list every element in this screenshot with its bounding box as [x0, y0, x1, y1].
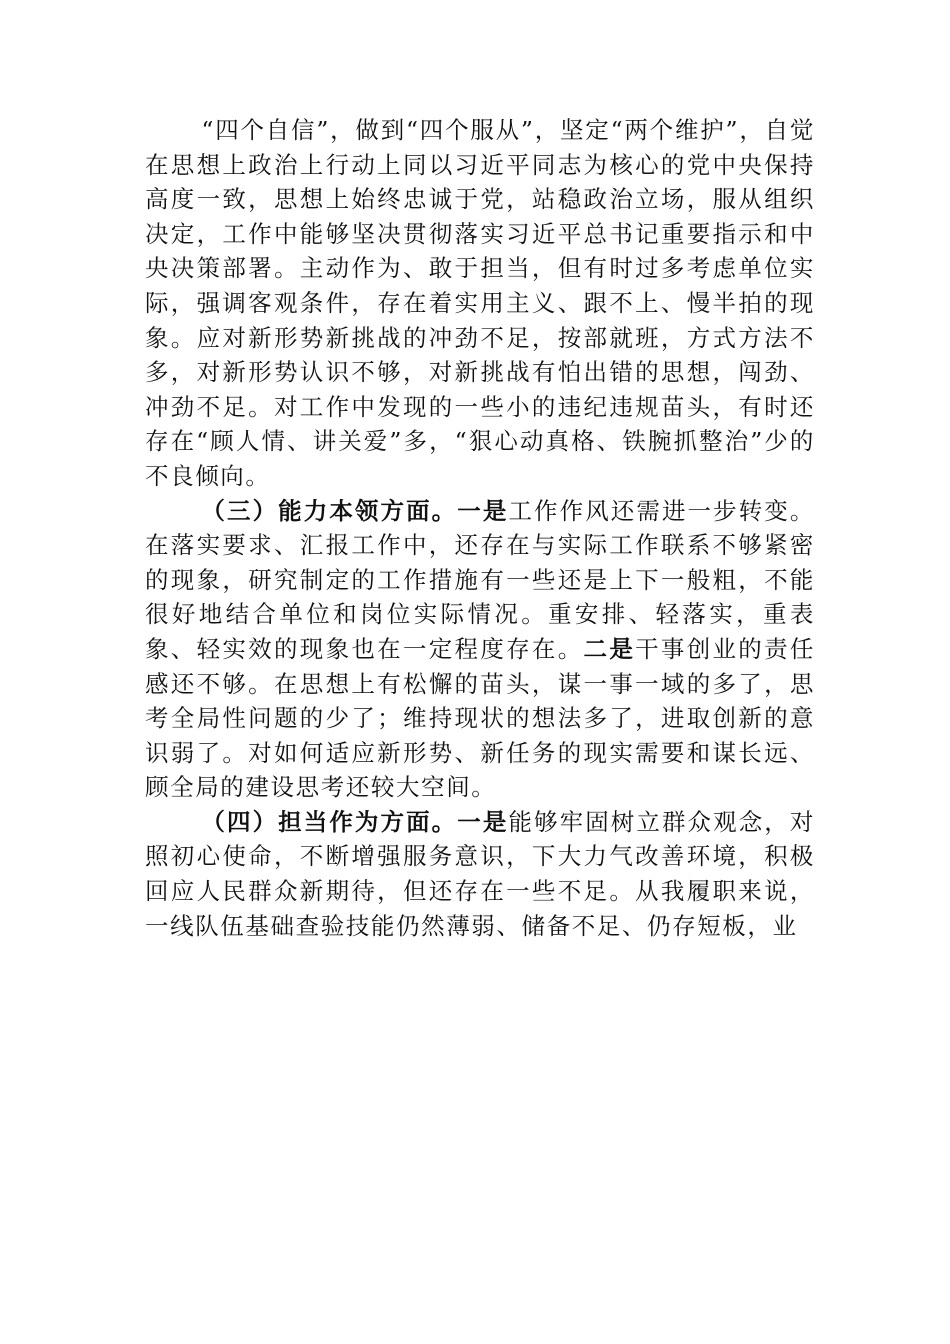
point-marker-second: 二是 [583, 634, 636, 663]
paragraph-ability-skills [145, 494, 815, 805]
paragraph-text: “四个自信”，做到“四个服从”，坚定“两个维护”，自觉在思想上政治上行动上同以习近平同志为核心的党中央保持高度一致，思想上始终忠诚于党，站稳政治立场，服从组织决定，工作中能够坚决贯彻落实习近平总书记重要指示和中央决策部署。主动作为、敢于担当，但有时过多考虑单位实际，强调客观条件，存在着实用主义、跟不上、慢半拍的现象。应对新形势新挑战的冲劲不足，按部就班，方式方法不多，对新形势认识不够，对新挑战有怕出错的思想，闯劲、冲劲不足。对工作中发现的一些小的违纪违规苗头，有时还存在“顾人情、讲关爱”多，“狠心动真格、铁腕抓整治”少的不良倾向。 [145, 116, 815, 490]
paragraph-text: 工作作风还需进一步转变。在落实要求、汇报工作中，还存在与实际工作联系不够紧密的现象，研究制定的工作措施有一些还是上下一般粗，不能很好地结合单位和岗位实际情况。重安排、轻落实，重表象、轻实效的现象也在一定程度存在。 [145, 496, 815, 663]
paragraph-text: 干事创业的责任感还不够。在思想上有松懈的苗头，谋一事一域的多了，思考全局性问题的少了；维持现状的想法多了，进取创新的意识弱了。对如何适应新形势、新任务的现实需要和谋长远、顾全局的建设思考还较大空间。 [145, 634, 815, 802]
paragraph-text: 能够牢固树立群众观念，对照初心使命，不断增强服务意识，下大力气改善环境，积极回应人民群众新期待，但还存在一些不足。从我履职来说，一线队伍基础查验技能仍然薄弱、储备不足、仍存短板，业 [145, 807, 815, 940]
document-body [145, 113, 815, 943]
section-heading-responsibility: （四）担当作为方面。一是 [201, 807, 509, 836]
section-heading-ability: （三）能力本领方面。一是 [201, 496, 509, 525]
paragraph-responsibility [145, 805, 815, 943]
paragraph-political-stance [145, 113, 815, 494]
